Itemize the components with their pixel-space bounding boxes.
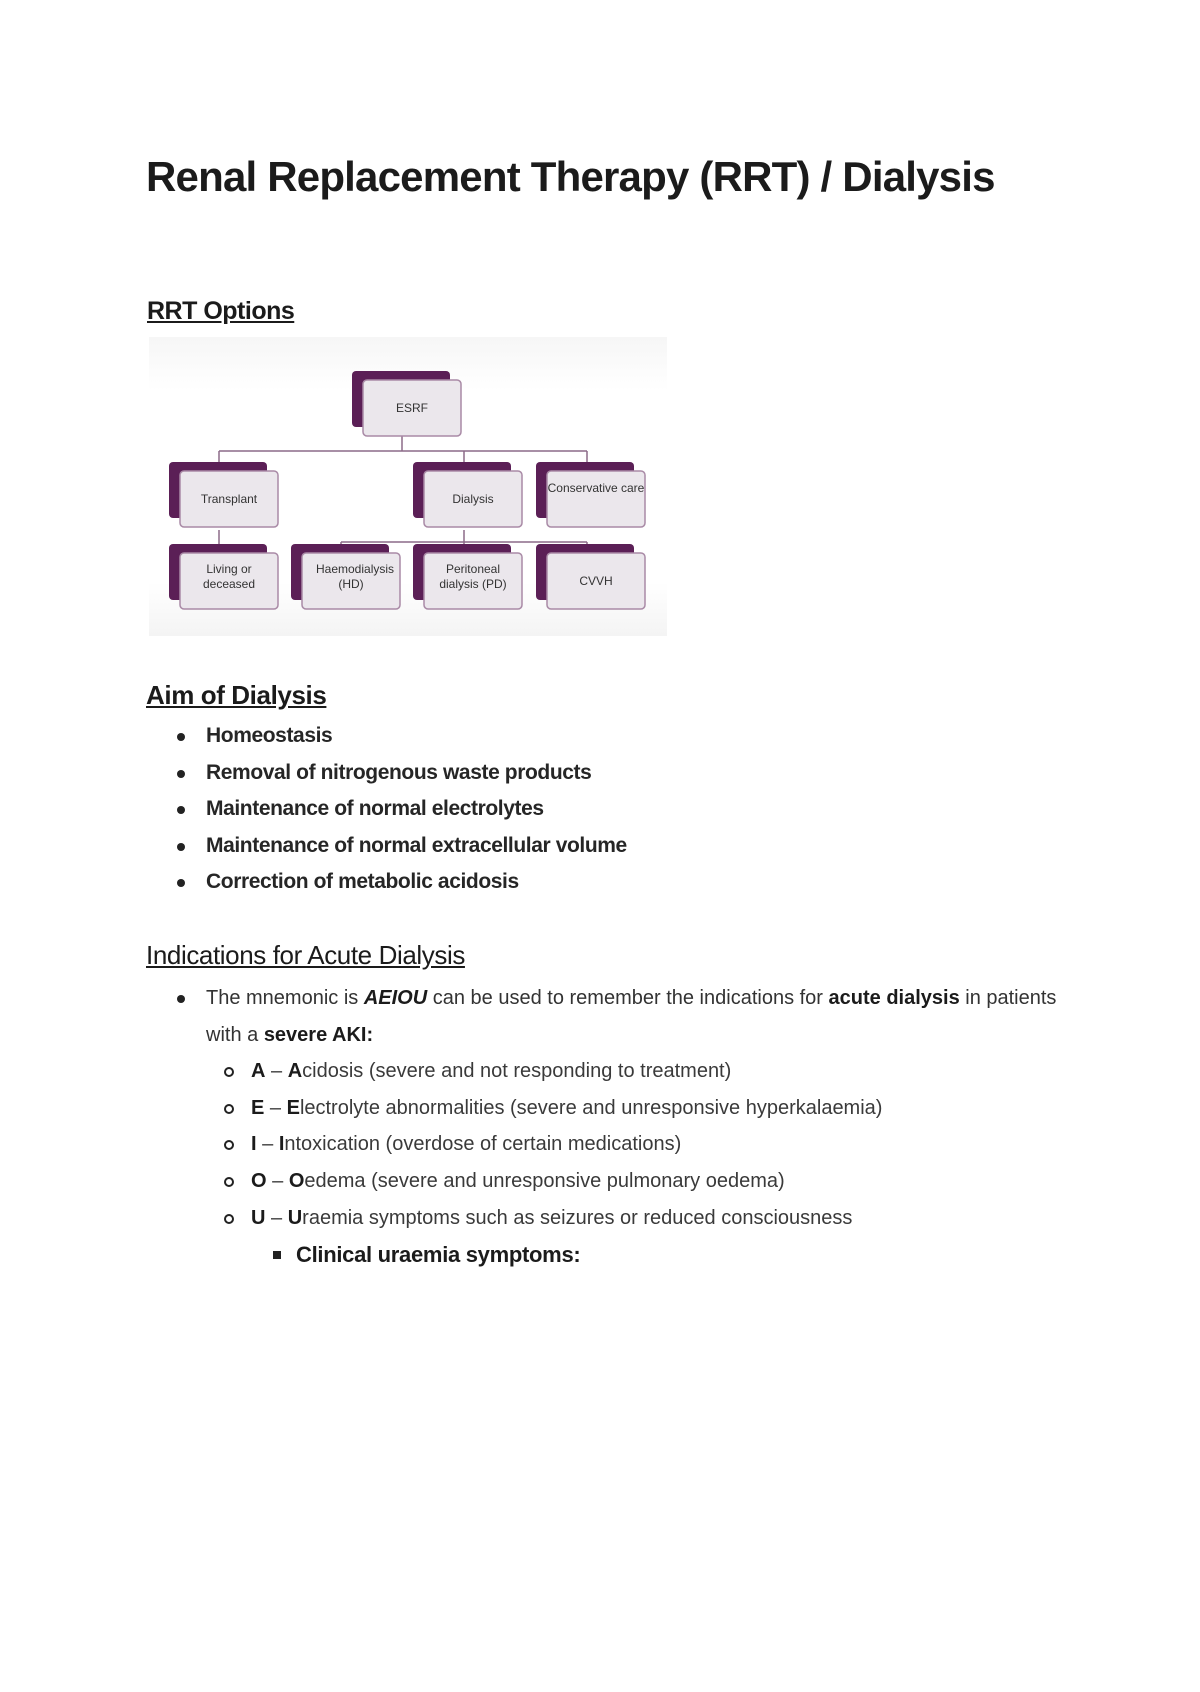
list-item: [146, 1053, 1066, 1090]
diagram-box-conservative-care: [536, 462, 645, 527]
hollow-bullet-icon: [224, 1177, 234, 1187]
square-bullet-icon: [273, 1251, 281, 1259]
list-item: [146, 828, 627, 865]
rrt-tree-svg: [149, 337, 667, 636]
diagram-label-dialysis: Dialysis: [452, 492, 494, 506]
item-first-letter: U: [287, 1206, 303, 1229]
intro-text-1: The mnemonic is: [206, 987, 364, 1009]
item-first-letter: A: [287, 1060, 303, 1083]
diagram-label-conservative-wrap: [547, 475, 645, 525]
item-rest: ntoxication (overdose of certain medications): [284, 1133, 682, 1156]
list-item: [146, 1163, 1066, 1200]
item-letter: I: [251, 1133, 257, 1156]
bullet-icon: [177, 770, 185, 778]
hollow-bullet-icon: [224, 1104, 234, 1114]
item-first-letter: I: [278, 1133, 285, 1156]
list-item: [146, 791, 627, 828]
aim-heading: Aim of Dialysis: [146, 680, 327, 710]
page-title: Renal Replacement Therapy (RRT) / Dialysis: [146, 153, 995, 200]
item-first-letter: O: [288, 1169, 305, 1192]
hollow-bullet-icon: [224, 1214, 234, 1224]
item-rest: lectrolyte abnormalities (severe and unresponsive hyperkalaemia): [299, 1096, 883, 1119]
bullet-icon: [177, 995, 185, 1003]
intro-bold-severe-aki: severe AKI:: [263, 1023, 374, 1046]
list-item: [146, 1126, 1066, 1163]
indications-intro: [146, 980, 1066, 1053]
item-rest: cidosis (severe and not responding to treatment): [302, 1060, 732, 1083]
item-separator: –: [256, 1133, 279, 1156]
item-first-letter: E: [286, 1096, 300, 1119]
diagram-label-haemodialysis: Haemodialysis (HD): [316, 562, 395, 591]
item-rest: raemia symptoms such as seizures or reduced consciousness: [302, 1206, 853, 1229]
aeiou-list: [146, 1053, 1066, 1236]
diagram-box-cvvh: [536, 544, 645, 609]
bullet-icon: [177, 806, 185, 814]
rrt-options-heading: RRT Options: [147, 297, 295, 325]
diagram-label-conservative-care: Conservative care: [547, 481, 645, 495]
diagram-label-transplant: Transplant: [200, 492, 258, 506]
diagram-box-living-or-deceased: [169, 544, 278, 609]
diagram-box-haemodialysis: [291, 544, 400, 609]
uraemia-sublist: [146, 1236, 1066, 1273]
diagram-label-living-wrap: [190, 556, 268, 606]
uraemia-symptoms-heading: Clinical uraemia symptoms:: [296, 1242, 581, 1268]
list-item: [146, 864, 627, 901]
diagram-label-pd-wrap: [424, 556, 522, 606]
intro-text-2: can be used to remember the indications for: [427, 987, 829, 1009]
list-item-text: Maintenance of normal electrolytes: [206, 797, 544, 821]
list-item-text: Homeostasis: [206, 724, 333, 747]
list-item-text: Removal of nitrogenous waste products: [206, 760, 592, 784]
diagram-box-esrf: [352, 371, 461, 436]
aim-list: [146, 718, 627, 901]
item-separator: –: [265, 1206, 288, 1229]
item-letter: O: [251, 1169, 267, 1192]
diagram-box-transplant: [169, 462, 278, 527]
list-item: [146, 718, 627, 755]
item-separator: –: [266, 1169, 289, 1192]
list-item-text: Maintenance of normal extracellular volume: [206, 833, 627, 857]
list-item-text: Correction of metabolic acidosis: [206, 870, 519, 894]
intro-bold-acute-dialysis: acute dialysis: [828, 987, 960, 1009]
indications-list: [146, 980, 1066, 1273]
item-separator: –: [265, 1060, 288, 1083]
intro-text-3: in patients with a: [206, 987, 1057, 1046]
diagram-label-peritoneal-dialysis: Peritoneal dialysis (PD): [439, 562, 507, 591]
diagram-label-cvvh: CVVH: [579, 574, 613, 588]
item-rest: edema (severe and unresponsive pulmonary oedema): [304, 1169, 785, 1192]
rrt-options-diagram: [149, 337, 667, 636]
bullet-icon: [177, 843, 185, 851]
list-item: [146, 1200, 1066, 1237]
indications-heading: Indications for Acute Dialysis: [146, 940, 465, 970]
bullet-icon: [177, 879, 185, 887]
list-item: [146, 1090, 1066, 1127]
item-letter: U: [251, 1206, 266, 1229]
hollow-bullet-icon: [224, 1067, 234, 1077]
diagram-label-living-or-deceased: Living or deceased: [202, 562, 256, 591]
list-item: [146, 1236, 1066, 1273]
diagram-label-hd-wrap: [302, 556, 400, 606]
bullet-icon: [177, 733, 185, 741]
item-separator: –: [264, 1096, 287, 1119]
mnemonic-text: AEIOU: [363, 987, 428, 1009]
diagram-label-esrf: ESRF: [395, 401, 429, 415]
item-letter: E: [251, 1096, 265, 1119]
item-letter: A: [251, 1060, 266, 1083]
diagram-box-dialysis: [413, 462, 522, 527]
diagram-box-peritoneal-dialysis: [413, 544, 522, 609]
hollow-bullet-icon: [224, 1140, 234, 1150]
list-item: [146, 755, 627, 792]
